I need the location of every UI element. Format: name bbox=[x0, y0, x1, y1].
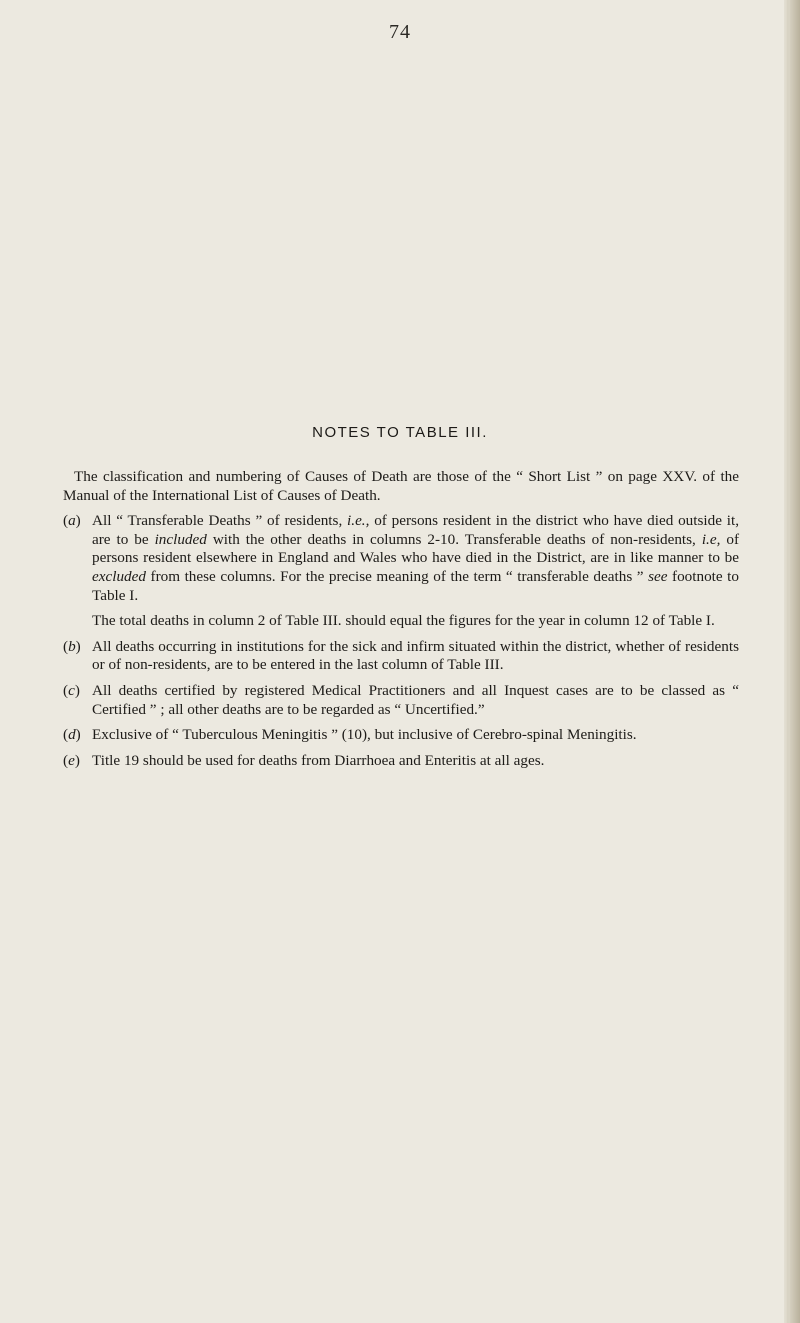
note-b-marker: (b) bbox=[63, 637, 81, 655]
note-c-text: All deaths certified by registered Medical Practitioners and all Inquest cases are to be classed as “ Certified ” ; all other deaths are to be regarded as “ Uncertified.” bbox=[92, 681, 739, 718]
notes-body bbox=[63, 468, 739, 777]
note-c-marker: (c) bbox=[63, 681, 80, 699]
page-edge-shadow bbox=[784, 0, 800, 1323]
note-e bbox=[63, 752, 739, 771]
note-c bbox=[63, 682, 739, 719]
note-a-marker: (a) bbox=[63, 512, 81, 530]
note-d bbox=[63, 726, 739, 745]
note-e-text: Title 19 should be used for deaths from Diarrhoea and Enteritis at all ages. bbox=[92, 751, 545, 769]
total-deaths-note: The total deaths in column 2 of Table III. should equal the figures for the year in column 12 of Table I. bbox=[92, 612, 715, 630]
note-b-text: All deaths occurring in institutions for the sick and infirm situated within the district, whether of residents or of non-residents, are to be entered in the last column of Table III. bbox=[92, 637, 739, 674]
note-a: (a) All “ Transferable Deaths ” of residents, i.e., of persons resident in the district who have died outside it, are to be included with the other deaths in columns 2-10. Transferable deaths of non-residents, i.e, of persons resident elsewhere in England and Wales who have died in the District, are in like manner to be excluded from these columns. For the precise meaning of the term “ transferable deaths ” see footnote to Table I. bbox=[63, 512, 739, 604]
page-number: 74 bbox=[389, 21, 411, 43]
section-heading: NOTES TO TABLE III. bbox=[312, 424, 488, 441]
note-d-text: Exclusive of “ Tuberculous Meningitis ” (10), but inclusive of Cerebro-spinal Meningitis. bbox=[92, 726, 637, 744]
note-e-marker: (e) bbox=[63, 751, 80, 769]
note-b bbox=[63, 638, 739, 675]
intro-paragraph: The classification and numbering of Causes of Death are those of the “ Short List ” on page XXV. of the Manual of the International List of Causes of Death. bbox=[63, 468, 739, 504]
note-d-marker: (d) bbox=[63, 726, 81, 744]
